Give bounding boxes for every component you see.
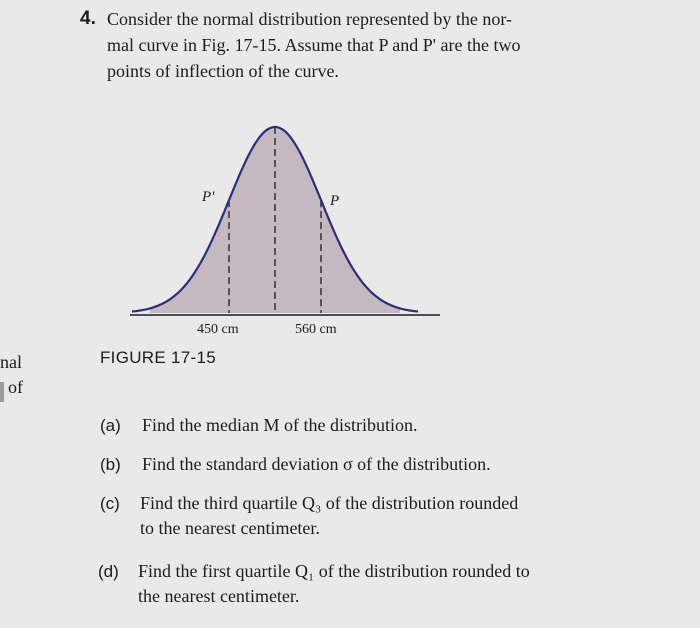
- question-a-letter: (a): [100, 416, 121, 435]
- margin-fragment-2: of: [8, 377, 23, 397]
- tick-label-right: 560 cm: [295, 322, 337, 337]
- question-d-text-1: Find the first quartile Q₁ of the distribution rounded to: [138, 561, 530, 581]
- question-d-text-2: the nearest centimeter.: [138, 586, 300, 606]
- figure-caption: FIGURE 17-15: [100, 348, 217, 367]
- label-p-prime: P': [202, 189, 215, 205]
- question-c-letter: (c): [100, 494, 120, 513]
- question-a-text: Find the median M of the distribution.: [142, 415, 418, 435]
- margin-bar: [0, 382, 4, 402]
- problem-number: 4.: [80, 8, 96, 29]
- problem-line-1: Consider the normal distribution represented by the nor-: [107, 9, 513, 29]
- margin-fragment-1: nal: [0, 352, 22, 372]
- question-b-text: Find the standard deviation σ of the distribution.: [142, 454, 491, 474]
- problem-line-2: mal curve in Fig. 17-15. Assume that P and P' are the two: [107, 35, 521, 55]
- question-c-text-2: to the nearest centimeter.: [140, 518, 320, 538]
- question-b-letter: (b): [100, 455, 121, 474]
- label-p: P: [330, 193, 340, 209]
- question-d-letter: (d): [98, 562, 119, 581]
- tick-label-left: 450 cm: [197, 322, 239, 337]
- problem-line-3: points of inflection of the curve.: [107, 61, 339, 81]
- question-c-text-1: Find the third quartile Q₃ of the distribution rounded: [140, 493, 519, 513]
